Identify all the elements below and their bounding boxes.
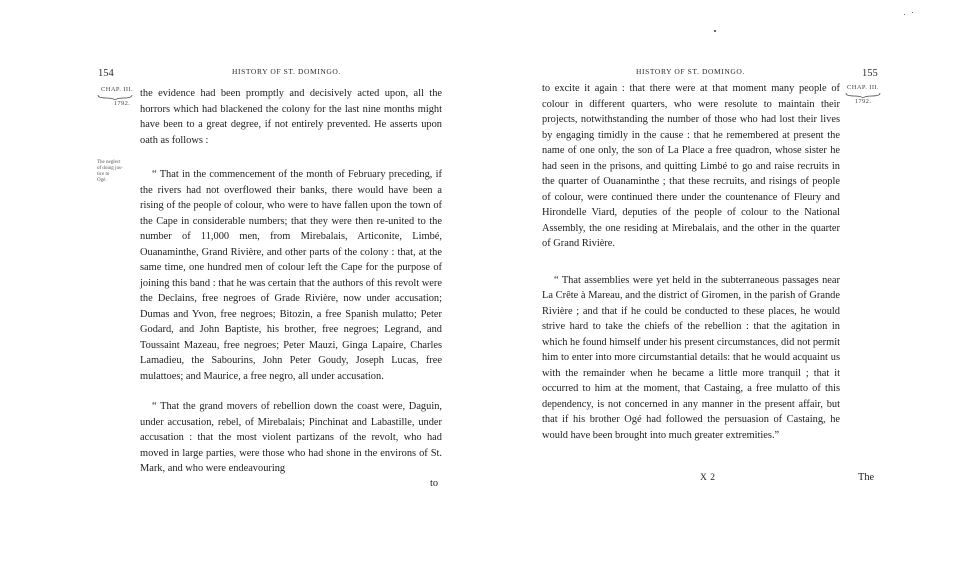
left-chapter-mark	[97, 86, 137, 108]
left-margin-note	[97, 160, 137, 184]
left-text-block	[140, 86, 442, 477]
right-chapter-label: CHAP. III.	[847, 84, 879, 91]
signature-mark: X 2	[700, 473, 716, 483]
right-paragraph: “ That assemblies were yet held in the subterraneous passages near La Crête à Mareau, and the district of Giromen, in the parish of Grande Rivière ; and that if he could be conducted to these places, he would strive hard to take the chiefs of the rebellion : that the agitation in which he found himself under his present circumstances, did not permit him to enter into more circumstantial details: that he would acquaint us with the remainder when he became a little more tranquil ; that it occurred to him at the moment, that Castaing, a free mulatto of this dependency, is not concerned in any manner in the present affair, but that if his brother Ogé had followed the persuasion of Castaing, he would have been brought into much greater extremities.”	[542, 274, 840, 441]
left-running-head: HISTORY OF ST. DOMINGO.	[232, 67, 341, 76]
margin-note-line: tice to	[97, 172, 110, 177]
scan-speck	[714, 30, 716, 32]
left-paragraph: the evidence had been promptly and decisively acted upon, all the horrors which had blackened the colony for the last nine months might have been to a great degree, if not entirely prevented. He asserts upon oath as follows :	[140, 88, 442, 146]
right-page-number: 155	[862, 68, 878, 79]
right-text-block	[542, 81, 840, 443]
left-paragraph: “ That the grand movers of rebellion down the coast were, Daguin, under accusation, rebel, of Mirebalais; Pinchinat and Labastille, under accusation : that the most violent partizans of the revolt, who had moved in large parties, were those who had shone in the environs of St. Mark, and who were endeavouring	[140, 401, 442, 474]
right-chapter-mark	[842, 84, 884, 106]
scan-speck	[904, 14, 905, 15]
right-paragraph: to excite it again : that there were at that moment many people of colour in different quarters, who were resolute to maintain their projects, notwithstanding the number of those who had lost their lives by engaging timidly in the cause : that he remembered at present the name of one only, the son of La Place a free quadron, whose sister he had seen in the prisons, and quitting Limbé to go and raise recruits in the quarter of Ouanaminthe ; that these recruits, and risings of people of colour, were continued there under the countenance of Fleury and Hirondelle Viard, deputies of the people of colour to the National Assembly, the one residing at Mirebalais, and the other in the quarter of Grand Rivière.	[542, 83, 840, 249]
left-year: 1792.	[113, 100, 131, 107]
left-paragraph: “ That in the commencement of the month of February preceding, if the rivers had not overflowed their banks, there would have been a rising of the people of colour, who were to have fallen upon the town of the Cape in considerable numbers; that they were then re-united to the number of 11,000 men, from Mirebalais, Articonite, Limbé, Ouanaminthe, Grand Rivière, and other parts of the colony : that, at the same time, one hundred men of colour left the Cape for the purpose of joining this band : that he was certain that the authors of this revolt were the Declains, free negroes of Grade Rivière, now under accusation; Dumas and Yvon, free negroes; Bitozin, a free Spanish mulatto; Peter Godard, and John Baptiste, his brother, free negroes; Legrand, and Toussaint Mazeau, free negroes; Peter Mauzi, Ginga Lapaire, Charles Lamadieu, the Sabourins, John Peter Goudy, Joseph Lucas, free mulattoes; and Maurice, a free negro, all under accusation.	[140, 169, 442, 382]
right-catchword: The	[858, 472, 875, 483]
left-chapter-label: CHAP. III.	[101, 86, 133, 93]
right-year: 1792.	[854, 98, 872, 105]
right-running-head: HISTORY OF ST. DOMINGO.	[636, 67, 745, 76]
left-page-number: 154	[98, 68, 114, 79]
margin-note-line: of doing jus-	[97, 166, 123, 171]
margin-note-line: Ogé.	[97, 178, 107, 183]
margin-note-line: The neglect	[97, 160, 121, 165]
scan-speck	[912, 12, 913, 13]
left-catchword: to	[430, 478, 439, 489]
